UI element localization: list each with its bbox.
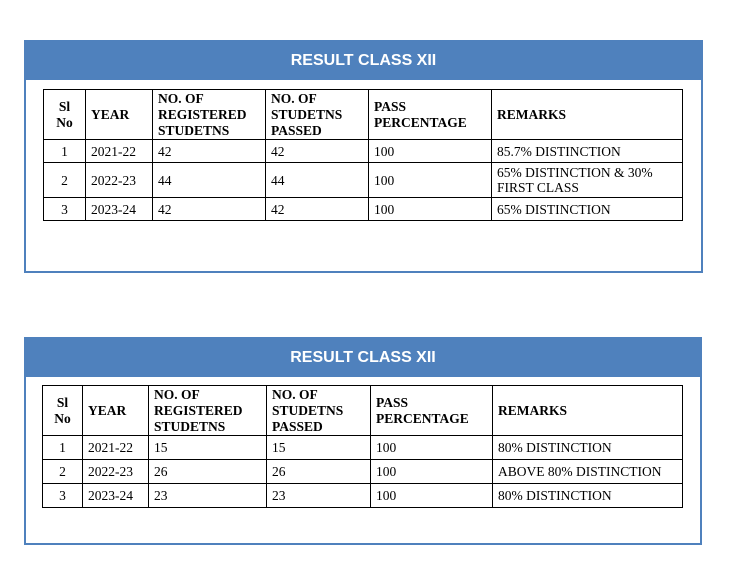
header-remarks: REMARKS (493, 386, 683, 436)
cell-registered: 42 (153, 140, 266, 163)
cell-remarks: ABOVE 80% DISTINCTION (493, 460, 683, 484)
header-registered: NO. OF REGISTERED STUDETNS (153, 90, 266, 140)
cell-passed: 42 (266, 198, 369, 221)
cell-remarks: 65% DISTINCTION (492, 198, 683, 221)
header-pass-percentage: PASS PERCENTAGE (369, 90, 492, 140)
result-table-2 (42, 385, 683, 508)
cell-year: 2021-22 (86, 140, 153, 163)
table-header-row (43, 386, 683, 436)
cell-pass-percentage: 100 (369, 140, 492, 163)
cell-pass-percentage: 100 (371, 436, 493, 460)
header-year: YEAR (86, 90, 153, 140)
cell-registered: 23 (149, 484, 267, 508)
header-year: YEAR (83, 386, 149, 436)
cell-year: 2023-24 (86, 198, 153, 221)
cell-sl: 2 (43, 460, 83, 484)
header-passed: NO. OF STUDETNS PASSED (266, 90, 369, 140)
result-panel-2 (24, 337, 702, 545)
header-pass-percentage: PASS PERCENTAGE (371, 386, 493, 436)
table-header-row (44, 90, 683, 140)
cell-sl: 1 (43, 436, 83, 460)
table-row (43, 436, 683, 460)
cell-registered: 15 (149, 436, 267, 460)
cell-remarks: 80% DISTINCTION (493, 436, 683, 460)
cell-year: 2023-24 (83, 484, 149, 508)
cell-year: 2022-23 (83, 460, 149, 484)
cell-passed: 26 (267, 460, 371, 484)
cell-passed: 23 (267, 484, 371, 508)
cell-pass-percentage: 100 (369, 198, 492, 221)
cell-passed: 15 (267, 436, 371, 460)
result-panel-1 (24, 40, 703, 273)
header-sl: Sl No (44, 90, 86, 140)
table-row (44, 163, 683, 198)
header-remarks: REMARKS (492, 90, 683, 140)
cell-year: 2021-22 (83, 436, 149, 460)
panel-title: RESULT CLASS XII (26, 42, 701, 80)
cell-sl: 3 (44, 198, 86, 221)
cell-sl: 2 (44, 163, 86, 198)
cell-registered: 26 (149, 460, 267, 484)
cell-passed: 44 (266, 163, 369, 198)
cell-sl: 1 (44, 140, 86, 163)
cell-pass-percentage: 100 (369, 163, 492, 198)
table-row (43, 460, 683, 484)
table-row (44, 140, 683, 163)
cell-registered: 44 (153, 163, 266, 198)
table-row (43, 484, 683, 508)
cell-sl: 3 (43, 484, 83, 508)
cell-pass-percentage: 100 (371, 460, 493, 484)
cell-registered: 42 (153, 198, 266, 221)
panel-title: RESULT CLASS XII (26, 339, 700, 377)
header-registered: NO. OF REGISTERED STUDETNS (149, 386, 267, 436)
cell-remarks: 85.7% DISTINCTION (492, 140, 683, 163)
table-row (44, 198, 683, 221)
header-passed: NO. OF STUDETNS PASSED (267, 386, 371, 436)
cell-year: 2022-23 (86, 163, 153, 198)
cell-passed: 42 (266, 140, 369, 163)
cell-pass-percentage: 100 (371, 484, 493, 508)
header-sl: Sl No (43, 386, 83, 436)
cell-remarks: 65% DISTINCTION & 30% FIRST CLASS (492, 163, 683, 198)
result-table-1 (43, 89, 683, 221)
cell-remarks: 80% DISTINCTION (493, 484, 683, 508)
